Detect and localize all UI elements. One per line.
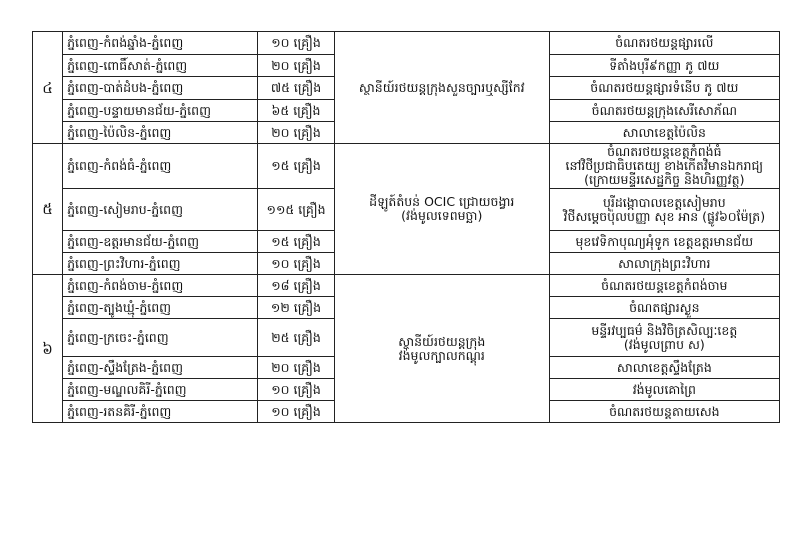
destination-line: សាលាខេត្តស្ទឹងត្រែង	[616, 359, 712, 375]
destination-cell	[549, 144, 779, 189]
group-number: ៤	[33, 32, 63, 144]
quantity-cell: ១០ គ្រឿង	[258, 253, 335, 275]
route-cell: ភ្នំពេញ-ប៉ៃលិន-ភ្នំពេញ	[63, 122, 258, 144]
destination-line: មុខវេទិកាបុណ្យអុំទូក ខេត្តឧត្តរមានជ័យ	[575, 233, 754, 249]
destination-line: មន្ទីរវប្បធម៌ និងវិចិត្រសិល្បៈខេត្ត	[591, 322, 738, 338]
quantity-cell: ២០ គ្រឿង	[258, 55, 335, 77]
destination-cell	[549, 231, 779, 253]
destination-cell	[549, 77, 779, 100]
group-number: ៦	[33, 275, 63, 423]
quantity-cell: ១៨ គ្រឿង	[258, 275, 335, 297]
quantity-cell: ២៥ គ្រឿង	[258, 319, 335, 357]
destination-line: ចំណតផ្សារស្ងួន	[629, 299, 700, 315]
destination-cell	[549, 297, 779, 319]
destination-cell	[549, 55, 779, 77]
route-cell: ភ្នំពេញ-កំពង់ធំ-ភ្នំពេញ	[63, 144, 258, 189]
destination-line: បុរីដង្កោបាលខេត្តសៀមរាប	[602, 194, 726, 210]
destination-cell	[549, 32, 779, 55]
route-cell: ភ្នំពេញ-មណ្ឌលគិរី-ភ្នំពេញ	[63, 379, 258, 401]
route-cell: ភ្នំពេញ-រតនគិរី-ភ្នំពេញ	[63, 401, 258, 423]
route-cell: ភ្នំពេញ-បាត់ដំបង-ភ្នំពេញ	[63, 77, 258, 100]
route-cell: ភ្នំពេញ-ត្បូងឃ្មុំ-ភ្នំពេញ	[63, 297, 258, 319]
route-cell: ភ្នំពេញ-សៀមរាប-ភ្នំពេញ	[63, 189, 258, 231]
route-cell: ភ្នំពេញ-ព្រះវិហារ-ភ្នំពេញ	[63, 253, 258, 275]
destination-cell	[549, 189, 779, 231]
departure-station-cell	[334, 144, 549, 275]
destination-line: ចំណតរថយន្តខេត្តកំពង់ធំ	[607, 144, 722, 159]
destination-line: ទីតាំងបុរី៩កញ្ញា ភូ ៧យ	[609, 57, 720, 73]
destination-line: ចំណតរថយន្តក្រុងសេរីសោភ័ណ	[591, 102, 737, 118]
departure-station-line: ដីឡូត៍តំបន់ OCIC ជ្រោយចង្វារ	[369, 194, 515, 209]
destination-line: នៅវិថីប្រជាធិបតេយ្យ ខាងកើតវិមានឯករាជ្យ	[565, 158, 764, 173]
destination-cell	[549, 275, 779, 297]
quantity-cell: ១៥ គ្រឿង	[258, 231, 335, 253]
destination-line: សាលាខេត្តប៉ៃលិន	[622, 124, 706, 140]
route-cell: ភ្នំពេញ-កំពង់ចាម-ភ្នំពេញ	[63, 275, 258, 297]
destination-line: (ក្រោយមន្ទីរសេដ្ឋកិច្ច និងហិរញ្ញវត្ថុ)	[584, 172, 745, 187]
destination-line: ចំណតរថយន្តតាយសេង	[609, 403, 720, 419]
table-row	[33, 275, 780, 297]
destination-cell	[549, 319, 779, 357]
destination-line: (វង់មូលព្រាប ស)	[623, 336, 705, 352]
group-number: ៥	[33, 144, 63, 275]
quantity-cell: ១០ គ្រឿង	[258, 32, 335, 55]
quantity-cell: ១០ គ្រឿង	[258, 379, 335, 401]
departure-station-line: ស្ថានីយ៍រថយន្តក្រុង	[398, 333, 486, 349]
route-cell: ភ្នំពេញ-កំពង់ឆ្នាំង-ភ្នំពេញ	[63, 32, 258, 55]
destination-cell	[549, 253, 779, 275]
quantity-cell: ១០ គ្រឿង	[258, 401, 335, 423]
table-body	[33, 32, 780, 423]
destination-cell	[549, 401, 779, 423]
destination-line: ចំណតរថយន្តផ្សារលើ	[615, 35, 714, 50]
schedule-table	[32, 31, 780, 423]
quantity-cell: ១៥ គ្រឿង	[258, 144, 335, 189]
destination-line: សាលាក្រុងព្រះវិហារ	[618, 255, 711, 271]
departure-station-cell	[334, 275, 549, 423]
departure-station-line: ស្ថានីយ៍រថយន្តក្រុងសួនច្បារឬស្សីកែវ	[358, 79, 525, 95]
route-cell: ភ្នំពេញ-ស្ទឹងត្រែង-ភ្នំពេញ	[63, 357, 258, 379]
destination-line: ចំណតរថយន្តខេត្តកំពង់ចាម	[601, 277, 728, 293]
quantity-cell: ៦៥ គ្រឿង	[258, 100, 335, 122]
departure-station-line: (វង់មូលទេពមច្ឆា)	[401, 208, 483, 223]
table-row	[33, 32, 780, 55]
destination-line: វិថីសម្តេចប៉ុលបញ្ញា សុខ អាន (ផ្លូវ៦០ម៉ែត្រ)	[563, 208, 766, 224]
destination-cell	[549, 122, 779, 144]
route-cell: ភ្នំពេញ-ក្រចេះ-ភ្នំពេញ	[63, 319, 258, 357]
route-cell: ភ្នំពេញ-ពោធិ៍សាត់-ភ្នំពេញ	[63, 55, 258, 77]
quantity-cell: ១២ គ្រឿង	[258, 297, 335, 319]
departure-station-cell	[334, 32, 549, 144]
destination-line: ចំណតរថយន្តផ្សារទំនើប ភូ ៧យ	[590, 80, 739, 95]
destination-cell	[549, 357, 779, 379]
route-cell: ភ្នំពេញ-បន្ទាយមានជ័យ-ភ្នំពេញ	[63, 100, 258, 122]
quantity-cell: ៧៥ គ្រឿង	[258, 77, 335, 100]
departure-station-line: វង់មូលក្បាលកណ្តុរ	[398, 347, 485, 363]
route-cell: ភ្នំពេញ-ឧត្តរមានជ័យ-ភ្នំពេញ	[63, 231, 258, 253]
quantity-cell: ១១៥ គ្រឿង	[258, 189, 335, 231]
destination-cell	[549, 379, 779, 401]
destination-cell	[549, 100, 779, 122]
destination-line: វង់មូលគោព្រៃ	[632, 381, 696, 397]
table-row	[33, 144, 780, 189]
quantity-cell: ២០ គ្រឿង	[258, 122, 335, 144]
quantity-cell: ២០ គ្រឿង	[258, 357, 335, 379]
